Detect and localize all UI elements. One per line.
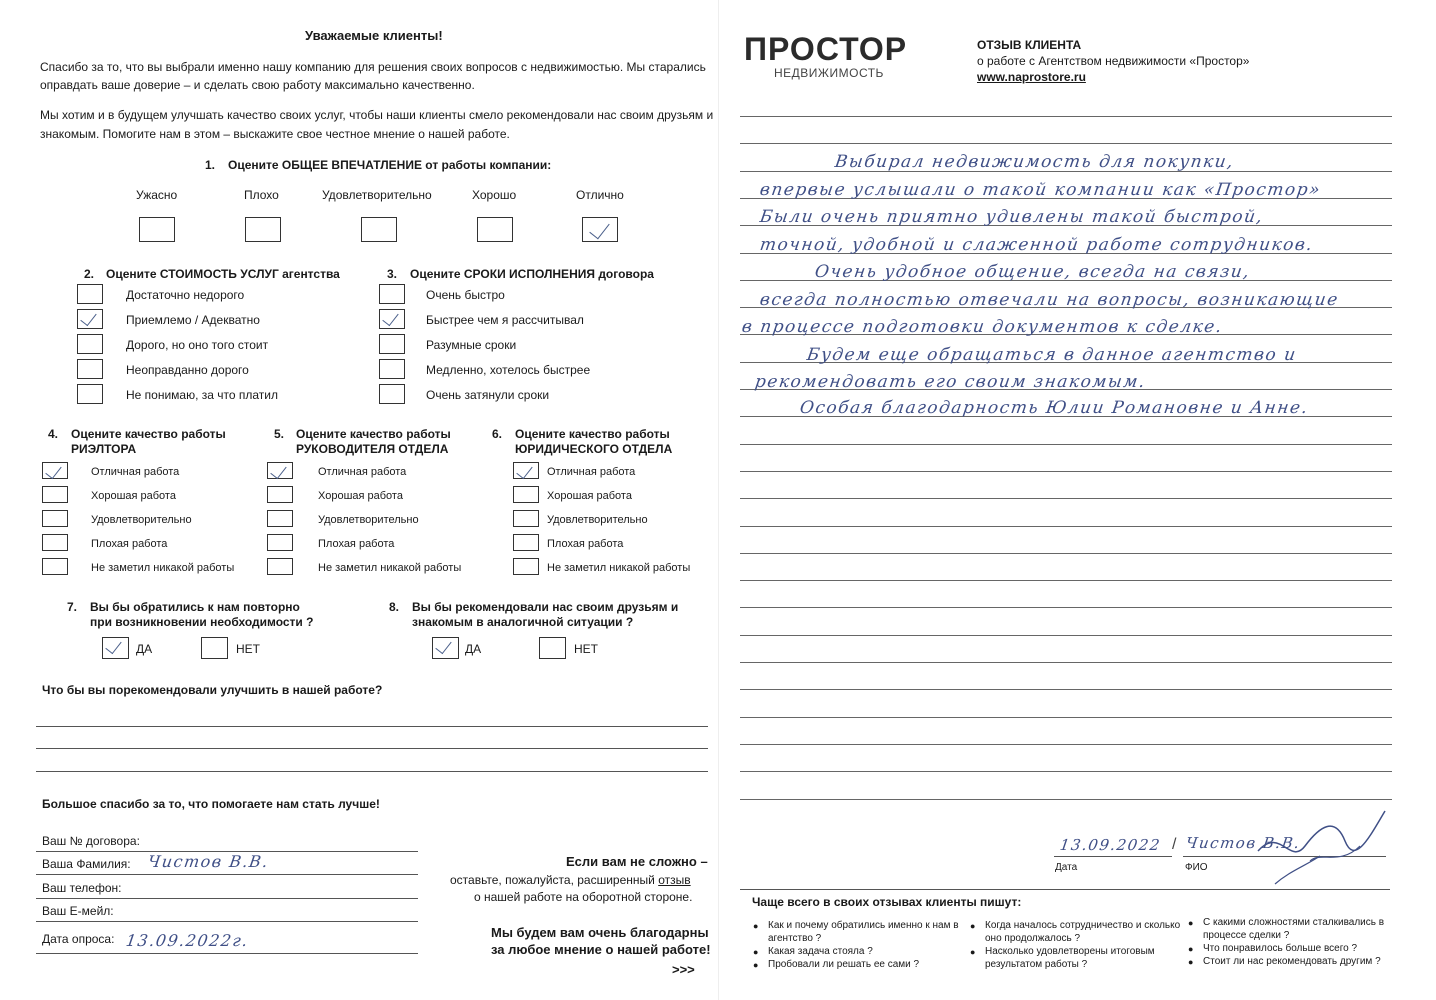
q1-title: Оцените ОБЩЕЕ ВПЕЧАТЛЕНИЕ от работы компании: [228, 158, 552, 172]
q4-number: 4. [48, 427, 59, 441]
review-writing-line[interactable] [740, 526, 1392, 527]
tip-text: Пробовали ли решать ее сами ? [768, 959, 920, 970]
q6-option-label: Отличная работа [547, 466, 636, 478]
q7-number: 7. [67, 600, 78, 614]
q1-option-label: Ужасно [136, 188, 178, 202]
q6-checkbox[interactable] [513, 462, 539, 479]
aside-line-3: о нашей работе на оборотной стороне. [474, 890, 693, 904]
q6-title-line-1: Оцените качество работы [515, 427, 670, 441]
q6-option-label: Не заметил никакой работы [547, 562, 691, 574]
review-line: всегда полностью отвечали на вопросы, возникающие [758, 290, 1341, 310]
survey-date-handwritten: 13.09.2022г. [124, 931, 251, 950]
q1-checkbox-excellent[interactable] [582, 217, 618, 242]
q5-option-label: Хорошая работа [318, 490, 403, 502]
review-link[interactable]: отзыв [658, 873, 691, 887]
review-writing-line[interactable] [740, 116, 1392, 117]
review-writing-line[interactable] [740, 771, 1392, 772]
q4-checkbox[interactable] [42, 462, 68, 479]
date-label: Дата опроса: [42, 932, 115, 946]
q5-title-line-1: Оцените качество работы [296, 427, 451, 441]
tip-text: Стоит ли нас рекомендовать другим ? [1203, 956, 1381, 967]
tip-text: С какими сложностями сталкивались в [1203, 917, 1385, 928]
q6-option-label: Хорошая работа [547, 490, 632, 502]
tip-text: агентство ? [768, 933, 822, 944]
q5-option-label: Удовлетворительно [318, 514, 419, 526]
q5-checkbox[interactable] [267, 534, 293, 551]
aside-line-2: оставьте, пожалуйста, расширенный отзыв [450, 873, 691, 887]
q8-checkbox-no[interactable] [539, 637, 566, 659]
q3-option-label: Очень быстро [426, 288, 505, 302]
thanks-line: Большое спасибо за то, что помогаете нам стать лучше! [42, 797, 380, 811]
intro-paragraph-1-line-1: Спасибо за то, что вы выбрали именно нашу компанию для решения своих вопросов с недвижимостью. Мы старались [40, 60, 706, 74]
aside-line-5: за любое мнение о нашей работе! [491, 942, 711, 957]
bullet-icon: ● [1188, 918, 1194, 928]
q5-option-label: Плохая работа [318, 538, 395, 550]
review-line: Были очень приятно удивлены такой быстрой, [758, 207, 1265, 227]
aside-line-4: Мы будем вам очень благодарны [491, 925, 709, 940]
review-line: Будем еще обращаться в данное агентство и [805, 345, 1299, 365]
review-line: Очень удобное общение, всегда на связи, [813, 262, 1252, 282]
q2-option-label: Приемлемо / Адекватно [126, 313, 260, 327]
q1-option-label: Хорошо [472, 188, 517, 202]
fio-caption: ФИО [1185, 862, 1208, 873]
q4-checkbox[interactable] [42, 534, 68, 551]
q2-checkbox[interactable] [77, 284, 103, 304]
improve-question: Что бы вы порекомендовали улучшить в нашей работе? [42, 683, 383, 697]
q1-checkbox-satisfactory[interactable] [361, 217, 397, 242]
tip-text: Когда началось сотрудничество и сколько [985, 920, 1181, 931]
date-caption: Дата [1055, 862, 1078, 873]
q1-option-label: Отлично [576, 188, 624, 202]
bullet-icon: ● [970, 947, 976, 957]
tip-text: Что понравилось больше всего ? [1203, 943, 1358, 954]
continue-arrows: >>> [672, 962, 695, 977]
q3-checkbox[interactable] [379, 284, 405, 304]
q8-number: 8. [389, 600, 400, 614]
review-writing-line[interactable] [740, 471, 1392, 472]
q3-checkbox[interactable] [379, 309, 405, 329]
q4-title-line-1: Оцените качество работы [71, 427, 226, 441]
q4-option-label: Отличная работа [91, 466, 180, 478]
review-writing-line[interactable] [740, 689, 1392, 690]
q2-option-label: Дорого, но оно того стоит [126, 338, 269, 352]
q3-option-label: Разумные сроки [426, 338, 517, 352]
q3-title: Оцените СРОКИ ИСПОЛНЕНИЯ договора [410, 267, 654, 281]
date-field-line[interactable] [36, 953, 418, 954]
q3-checkbox[interactable] [379, 359, 405, 379]
q5-number: 5. [274, 427, 285, 441]
q1-option-label: Удовлетворительно [322, 188, 432, 202]
review-writing-line[interactable] [740, 143, 1392, 144]
q7-title-line-1: Вы бы обратились к нам повторно [90, 600, 300, 614]
bullet-icon: ● [1188, 944, 1194, 954]
q7-yes-label: ДА [136, 642, 153, 656]
review-header-title: ОТЗЫВ КЛИЕНТА [977, 38, 1082, 52]
tips-title: Чаще всего в своих отзывах клиенты пишут: [752, 895, 1022, 909]
q1-checkbox-terrible[interactable] [139, 217, 175, 242]
improve-answer-line[interactable] [36, 771, 708, 772]
review-writing-line[interactable] [740, 553, 1392, 554]
review-writing-line[interactable] [740, 717, 1392, 718]
q6-checkbox[interactable] [513, 534, 539, 551]
review-line: впервые услышали о такой компании как «Простор» [758, 180, 1323, 200]
tip-text: Какая задача стояла ? [768, 946, 873, 957]
improve-answer-line[interactable] [36, 748, 708, 749]
q4-checkbox[interactable] [42, 510, 68, 527]
review-writing-line[interactable] [740, 580, 1392, 581]
intro-paragraph-1-line-2: оправдать ваше доверие – и сделать свою работу максимально качественно. [40, 78, 475, 92]
q4-option-label: Хорошая работа [91, 490, 176, 502]
tip-text: результатом работы ? [985, 959, 1088, 970]
date-sign-line[interactable] [1054, 856, 1172, 857]
q2-option-label: Не понимаю, за что платил [126, 388, 279, 402]
q4-title-line-2: РИЭЛТОРА [71, 442, 137, 456]
logo-main-text: ПРОСТОР [744, 31, 908, 67]
q8-title-line-1: Вы бы рекомендовали нас своим друзьям и [412, 600, 679, 614]
review-writing-line[interactable] [740, 744, 1392, 745]
surname-label: Ваша Фамилия: [42, 857, 131, 871]
bullet-icon: ● [970, 921, 976, 931]
q2-option-label: Достаточно недорого [126, 288, 245, 302]
q4-option-label: Не заметил никакой работы [91, 562, 235, 574]
intro-paragraph-2-line-2: знакомым. Помогите нам в этом – выскажите свое честное мнение о нашей работе. [40, 127, 510, 141]
review-writing-line[interactable] [740, 607, 1392, 608]
q4-option-label: Плохая работа [91, 538, 168, 550]
q3-option-label: Медленно, хотелось быстрее [426, 363, 591, 377]
review-writing-line[interactable] [740, 444, 1392, 445]
review-writing-line[interactable] [740, 799, 1392, 800]
phone-field-line[interactable] [36, 898, 418, 899]
q5-checkbox[interactable] [267, 510, 293, 527]
q6-title-line-2: ЮРИДИЧЕСКОГО ОТДЕЛА [515, 442, 673, 456]
q4-checkbox[interactable] [42, 486, 68, 503]
review-line: точной, удобной и слаженной работе сотрудников. [758, 235, 1315, 255]
q5-option-label: Не заметил никакой работы [318, 562, 462, 574]
signature-name-handwritten: Чистов В.В. [1184, 834, 1302, 852]
q6-option-label: Удовлетворительно [547, 514, 648, 526]
q4-checkbox[interactable] [42, 558, 68, 575]
signature-date-handwritten: 13.09.2022 [1058, 836, 1163, 854]
bullet-icon: ● [753, 960, 759, 970]
bullet-icon: ● [753, 921, 759, 931]
q1-number: 1. [205, 158, 216, 172]
q5-title-line-2: РУКОВОДИТЕЛЯ ОТДЕЛА [296, 442, 449, 456]
phone-label: Ваш телефон: [42, 881, 122, 895]
q7-title-line-2: при возникновении необходимости ? [90, 615, 314, 629]
aside-line-1: Если вам не сложно – [566, 854, 708, 869]
q4-option-label: Удовлетворительно [91, 514, 192, 526]
review-header-sub: о работе с Агентством недвижимости «Простор» [977, 54, 1250, 68]
q7-checkbox-no[interactable] [201, 637, 228, 659]
q3-option-label: Быстрее чем я рассчитывал [426, 313, 584, 327]
q5-checkbox[interactable] [267, 462, 293, 479]
tip-text: Как и почему обратились именно к нам в [768, 920, 959, 931]
q1-option-label: Плохо [244, 188, 279, 202]
intro-paragraph-2-line-1: Мы хотим и в будущем улучшать качество своих услуг, чтобы наши клиенты смело рекомендовали нас своим друзьям и [40, 108, 714, 122]
surname-handwritten: Чистов В.В. [146, 852, 271, 871]
q3-checkbox[interactable] [379, 334, 405, 354]
q3-number: 3. [387, 267, 398, 281]
q6-checkbox[interactable] [513, 558, 539, 575]
q6-option-label: Плохая работа [547, 538, 624, 550]
q3-option-label: Очень затянули сроки [426, 388, 550, 402]
q6-checkbox[interactable] [513, 510, 539, 527]
q2-checkbox[interactable] [77, 309, 103, 329]
q7-no-label: НЕТ [236, 642, 260, 656]
q6-number: 6. [492, 427, 503, 441]
site-link[interactable]: www.naprostore.ru [977, 70, 1086, 84]
q8-checkbox-yes[interactable] [432, 637, 459, 659]
q5-option-label: Отличная работа [318, 466, 407, 478]
q8-title-line-2: знакомым в аналогичной ситуации ? [412, 615, 634, 629]
logo-sub-text: НЕДВИЖИМОСТЬ [774, 66, 884, 80]
q2-checkbox[interactable] [77, 384, 103, 404]
contract-label: Ваш № договора: [42, 834, 140, 848]
q1-checkbox-good[interactable] [477, 217, 513, 242]
q2-checkbox[interactable] [77, 334, 103, 354]
review-line: в процессе подготовки документов к сделке. [740, 317, 1225, 337]
q5-checkbox[interactable] [267, 558, 293, 575]
q8-no-label: НЕТ [574, 642, 598, 656]
tips-divider [740, 889, 1390, 890]
tip-text: процессе сделки ? [1203, 930, 1290, 941]
email-field-line[interactable] [36, 921, 418, 922]
q6-checkbox[interactable] [513, 486, 539, 503]
page-divider [718, 0, 719, 1000]
q1-checkbox-bad[interactable] [245, 217, 281, 242]
review-writing-line[interactable] [740, 635, 1392, 636]
review-line: Особая благодарность Юлии Романовне и Анне. [798, 398, 1310, 418]
bullet-icon: ● [753, 947, 759, 957]
tip-text: Насколько удовлетворены итоговым [985, 946, 1155, 957]
review-line: Выбирал недвижимость для покупки, [833, 152, 1236, 172]
q2-option-label: Неоправданно дорого [126, 363, 249, 377]
q8-yes-label: ДА [465, 642, 482, 656]
surname-field-line[interactable] [36, 874, 418, 875]
tip-text: оно продолжалось ? [985, 933, 1081, 944]
improve-answer-line[interactable] [36, 726, 708, 727]
prostor-logo [744, 32, 924, 82]
page-heading: Уважаемые клиенты! [305, 28, 443, 43]
q5-checkbox[interactable] [267, 486, 293, 503]
slash-separator: / [1172, 836, 1177, 853]
q3-checkbox[interactable] [379, 384, 405, 404]
bullet-icon: ● [1188, 957, 1194, 967]
review-writing-line[interactable] [740, 662, 1392, 663]
q2-checkbox[interactable] [77, 359, 103, 379]
review-writing-line[interactable] [740, 498, 1392, 499]
signature-scribble [1250, 806, 1390, 886]
email-label: Ваш Е-мейл: [42, 904, 114, 918]
review-line: рекомендовать его своим знакомым. [753, 372, 1148, 392]
q7-checkbox-yes[interactable] [102, 637, 129, 659]
q2-number: 2. [84, 267, 95, 281]
q2-title: Оцените СТОИМОСТЬ УСЛУГ агентства [106, 267, 340, 281]
